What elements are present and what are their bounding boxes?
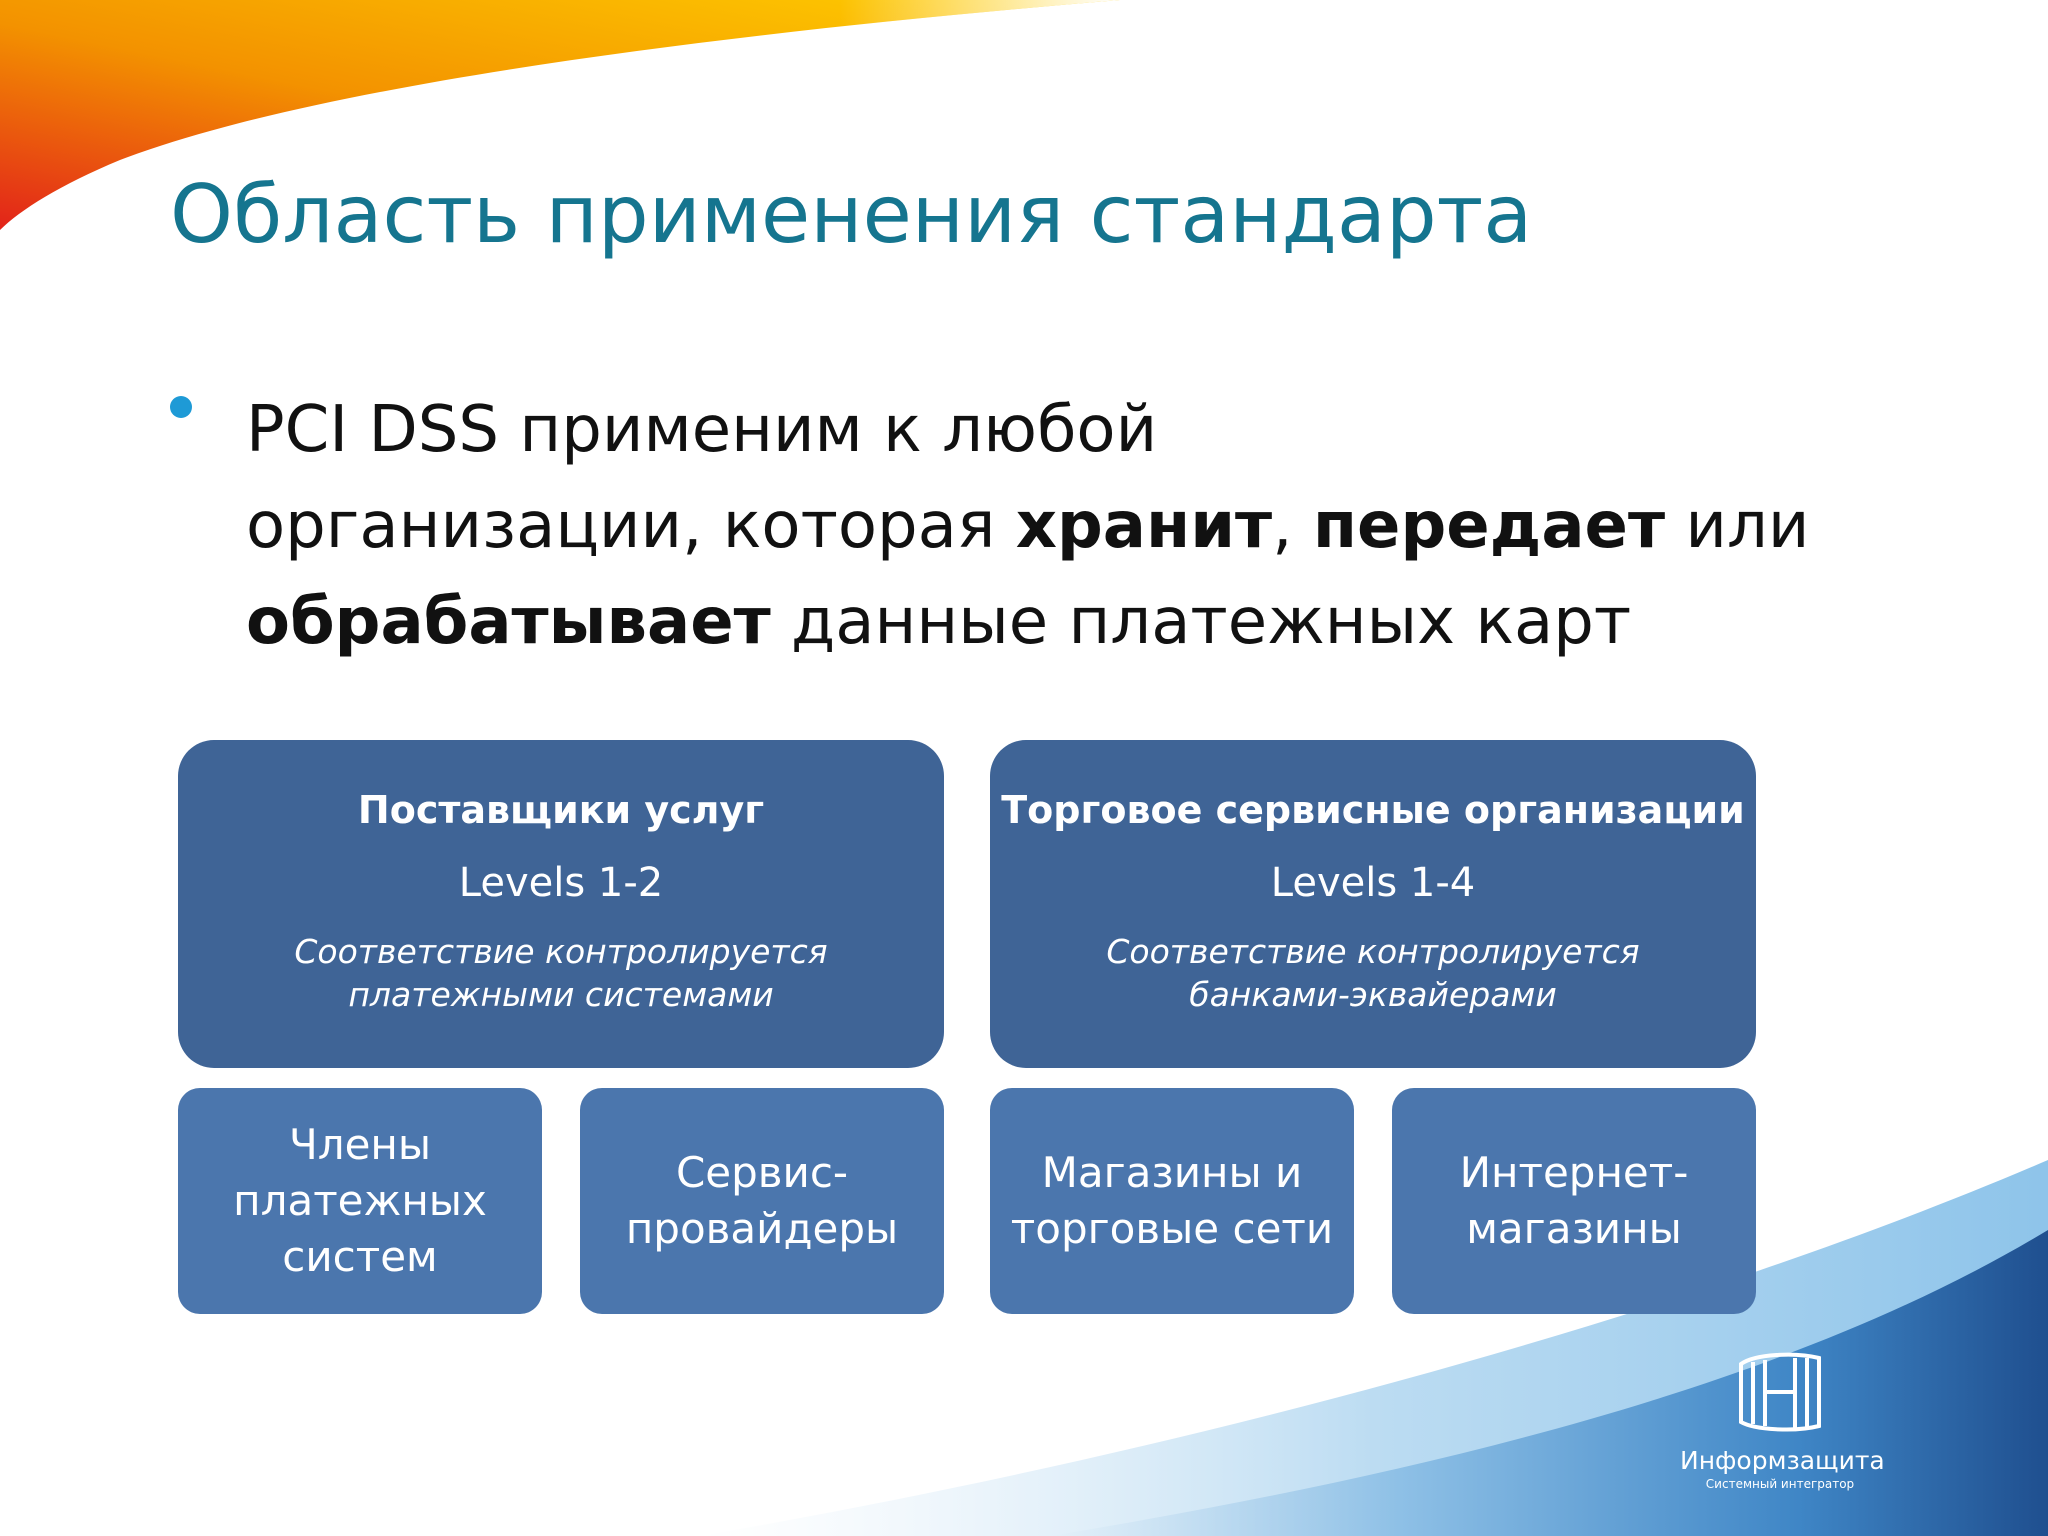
logo-name: Информзащита: [1680, 1446, 1885, 1475]
bullet-dot-icon: [170, 396, 192, 418]
subgroup-payment-system-members: [178, 1088, 542, 1314]
bullet-bold-transmits: передает: [1312, 489, 1666, 563]
subgroup-service-providers: [580, 1088, 944, 1314]
bullet-bold-stores: хранит: [1015, 489, 1273, 563]
group-levels: Levels 1-2: [458, 860, 664, 906]
group-title: Поставщики услуг: [357, 788, 765, 832]
group-note: Соответствие контролируется банками-эквайерами: [1106, 932, 1640, 1014]
group-note: Соответствие контролируется платежными системами: [294, 932, 828, 1014]
logo-tagline: Системный интегратор: [1705, 1477, 1855, 1491]
logo-mark-icon: [1735, 1350, 1825, 1436]
slide-title: Область применения стандарта: [170, 168, 1533, 261]
group-merchants: [990, 740, 1756, 1068]
subgroup-online-stores: [1392, 1088, 1756, 1314]
subgroup-label: Сервис- провайдеры: [625, 1148, 899, 1253]
subgroup-stores-and-chains: [990, 1088, 1354, 1314]
bullet-part2: организации, которая: [246, 489, 1016, 563]
group-title: Торговое сервисные организации: [1001, 788, 1745, 832]
bullet-part1: PCI DSS применим к любой: [246, 393, 1158, 467]
group-levels: Levels 1-4: [1270, 860, 1476, 906]
subgroup-label: Интернет- магазины: [1459, 1148, 1689, 1253]
subgroup-label: Магазины и торговые сети: [1010, 1148, 1334, 1253]
bullet-text: [246, 382, 1846, 670]
group-service-providers: [178, 740, 944, 1068]
bullet-part3: или: [1665, 489, 1810, 563]
subgroup-label: Члены платежных систем: [233, 1120, 487, 1281]
bullet-separator: ,: [1272, 489, 1313, 563]
company-logo: [1680, 1350, 1885, 1510]
bullet-part4: данные платежных карт: [770, 585, 1632, 659]
bullet-bold-processes: обрабатывает: [246, 585, 771, 659]
